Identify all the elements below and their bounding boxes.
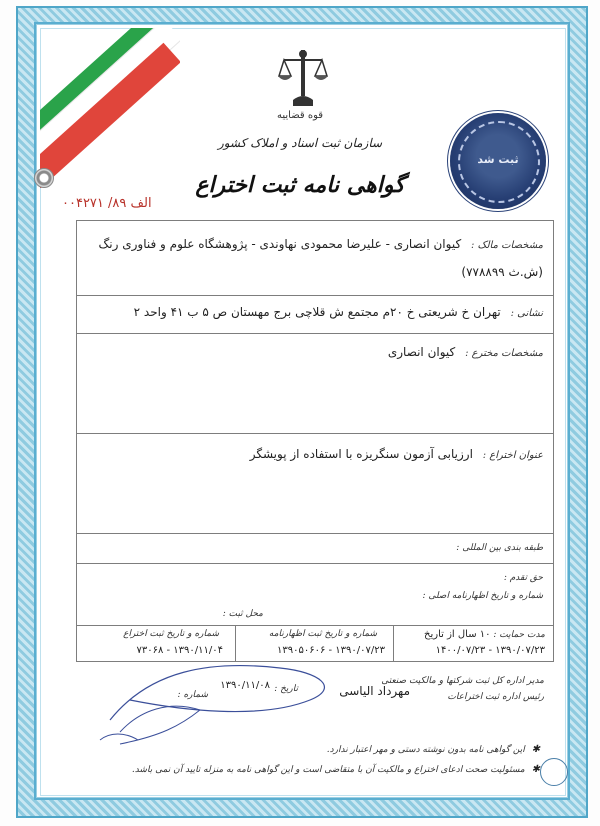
place-label: محل ثبت :: [222, 609, 263, 619]
department-head-label: مدیر اداره کل ثبت شرکتها و مالکیت صنعتی: [381, 676, 544, 686]
judiciary-emblem-icon: [278, 48, 328, 110]
inventor-row: [388, 345, 543, 359]
certificate-title: گواهی نامه ثبت اختراع: [195, 172, 405, 198]
official-seal-icon: [450, 113, 546, 209]
footer-note-2-text: مسئولیت صحت ادعای اختراع و مالکیت آن با متقاضی است و این گواهی نامه به منزله تایید آن نمی باشد.: [131, 765, 525, 775]
star-icon: ✱: [531, 744, 540, 755]
flag-ribbon: [40, 28, 180, 188]
date-label: تاریخ :: [274, 684, 298, 694]
cell-divider: [393, 625, 394, 661]
invention-title-value: ارزیابی آزمون سنگریزه با استفاده از پویشگر: [249, 447, 473, 461]
invention-title-label: عنوان اختراع :: [482, 450, 543, 461]
invention-title-row: [250, 447, 543, 461]
serial-number: الف ۸۹/ ۰۰۴۲۷۱: [62, 196, 152, 211]
inventor-label: مشخصات مخترع :: [465, 348, 543, 359]
inventor-value: کیوان انصاری: [387, 345, 456, 359]
application-label: شماره و تاریخ ثبت اظهارنامه: [268, 629, 377, 639]
owner-value: کیوان انصاری - علیرضا محمودی نهاوندی - پژوهشگاه علوم و فناوری رنگ: [98, 237, 462, 251]
divider: [77, 533, 553, 534]
owner-id: (ش.ث ۷۷۸۸۹۹): [461, 265, 543, 279]
classification-label: طبقه بندی بین المللی :: [456, 543, 543, 553]
judiciary-label: قوه قضاییه: [276, 110, 324, 121]
validity-label-text: مدت حمایت :: [493, 630, 545, 640]
validity-dates: ۱۳۹۰/۰۷/۲۳ - ۱۴۰۰/۰۷/۲۳: [435, 645, 545, 656]
divider: [77, 563, 553, 564]
footer-note-2: [132, 764, 540, 775]
organization-name: سازمان ثبت اسناد و املاک کشور: [217, 136, 383, 150]
footer-note-1: [327, 744, 540, 755]
validity-label: [424, 629, 545, 640]
registration-value: ۱۳۹۰/۱۱/۰۴ - ۷۳۰۶۸: [136, 645, 223, 656]
certificate-form: [76, 220, 554, 662]
right-label: حق تقدم :: [503, 573, 543, 583]
star-icon: ✱: [531, 764, 540, 775]
department-head-sub: رئیس اداره ثبت اختراعات: [447, 692, 544, 702]
address-label: نشانی :: [510, 308, 543, 319]
divider: [77, 433, 553, 434]
seal-text: ثبت شد: [477, 153, 519, 166]
signer-name: مهرداد الیاسی: [339, 684, 410, 698]
validity-value: ۱۰ سال از تاریخ: [424, 629, 491, 640]
footer-note-1-text: این گواهی نامه بدون نوشته دستی و مهر اعتبار ندارد.: [326, 745, 525, 755]
owner-row: [99, 237, 543, 251]
date-value: ۱۳۹۰/۱۱/۰۸: [220, 680, 270, 691]
owner-label: مشخصات مالک :: [471, 240, 543, 251]
application-value: ۱۳۹۰/۰۷/۲۳ - ۱۳۹۰۵۰۶۰۶: [276, 645, 385, 656]
registration-label: شماره و تاریخ ثبت اختراع: [123, 629, 219, 639]
divider: [77, 333, 553, 334]
number-label: شماره :: [177, 690, 208, 700]
address-row: [134, 305, 543, 319]
priority-label: شماره و تاریخ اظهارنامه اصلی :: [422, 591, 543, 601]
corner-stamp-icon: [540, 758, 568, 786]
divider: [77, 295, 553, 296]
signature-icon: [90, 640, 350, 760]
address-value: تهران خ شریعتی خ ۲۰م مجتمع ش قلاچی برج مهستان ص ۵ ب ۴۱ واحد ۲: [133, 305, 501, 319]
